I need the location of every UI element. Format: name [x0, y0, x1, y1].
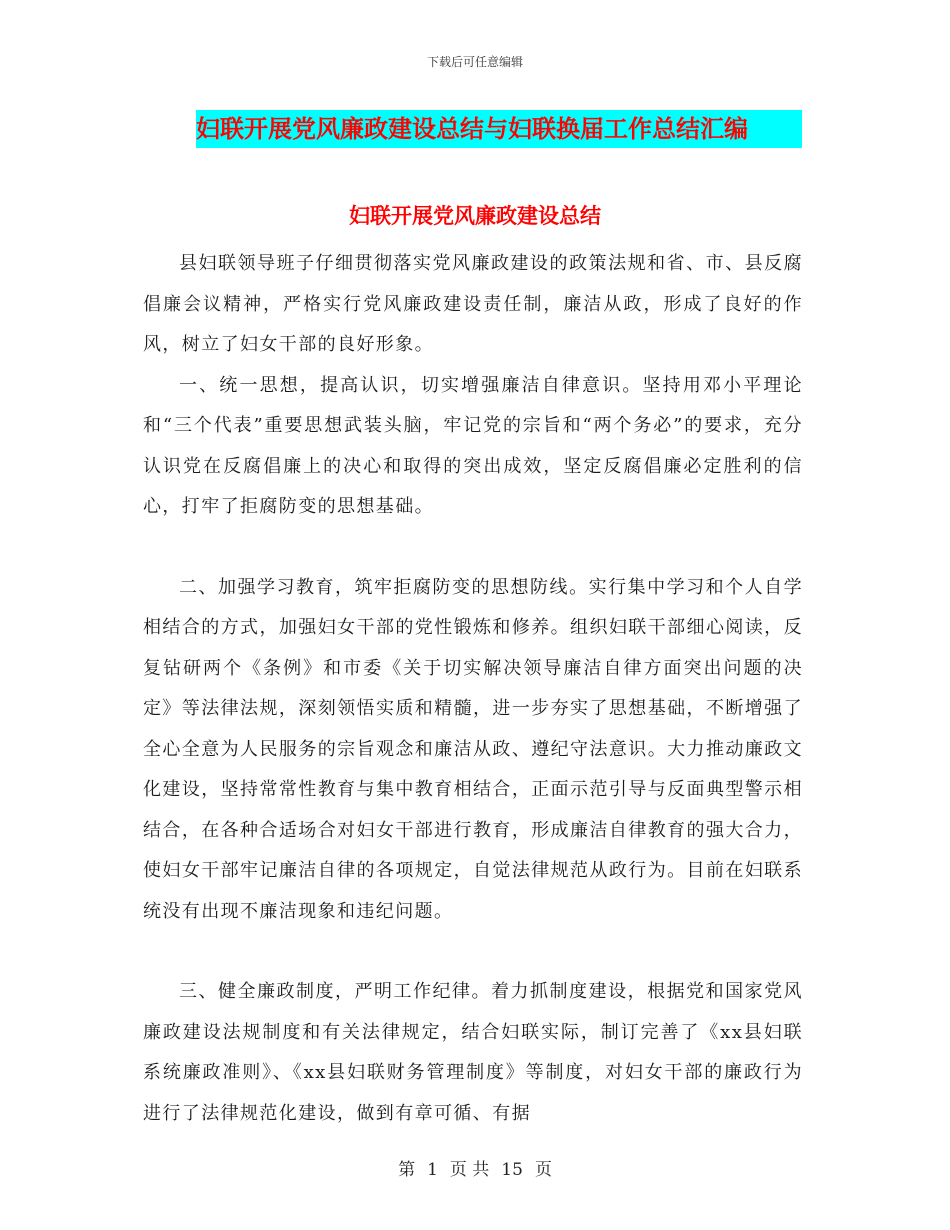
footer-total-pages: 15 [501, 1160, 523, 1180]
main-title: 妇联开展党风廉政建设总结与妇联换届工作总结汇编 [196, 115, 748, 143]
main-title-highlight [196, 110, 802, 148]
footer-page-number: 1 [427, 1160, 438, 1180]
paragraph-intro: 县妇联领导班子仔细贯彻落实党风廉政建设的政策法规和省、市、县反腐倡廉会议精神，严格实行党风廉政建设责任制，廉洁从政，形成了良好的作风，树立了妇女干部的良好形象。 [143, 253, 803, 355]
paragraph-section-1: 一、统一思想，提高认识，切实增强廉洁自律意识。坚持用邓小平理论和“三个代表”重要思想武装头脑，牢记党的宗旨和“两个务必”的要求，充分认识党在反腐倡廉上的决心和取得的突出成效，坚定反腐倡廉必定胜利的信心，打牢了拒腐防变的思想基础。 [143, 374, 803, 517]
footer-suffix: 页 [534, 1160, 552, 1180]
paragraph-section-3: 三、健全廉政制度，严明工作纪律。着力抓制度建设，根据党和国家党风廉政建设法规制度和有关法律规定，结合妇联实际，制订完善了《xx县妇联系统廉政准则》、《xx县妇联财务管理制度》等制度，对妇女干部的廉政行为进行了法律规范化建设，做到有章可循、有据 [143, 981, 803, 1124]
document-body [143, 244, 803, 1134]
paragraph-section-2: 二、加强学习教育，筑牢拒腐防变的思想防线。实行集中学习和个人自学相结合的方式，加强妇女干部的党性锻炼和修养。组织妇联干部细心阅读，反复钻研两个《条例》和市委《关于切实解决领导廉洁自律方面突出问题的决定》等法律法规，深刻领悟实质和精髓，进一步夯实了思想基础，不断增强了全心全意为人民服务的宗旨观念和廉洁从政、遵纪守法意识。大力推动廉政文化建设，坚持常常性教育与集中教育相结合，正面示范引导与反面典型警示相结合，在各种合适场合对妇女干部进行教育，形成廉洁自律教育的强大合力，使妇女干部牢记廉洁自律的各项规定，自觉法律规范从政行为。目前在妇联系统没有出现不廉洁现象和违纪问题。 [143, 576, 803, 922]
page-footer [0, 1155, 950, 1180]
footer-prefix: 第 [398, 1160, 416, 1180]
footer-mid: 页 共 [449, 1160, 490, 1180]
section-title: 妇联开展党风廉政建设总结 [349, 204, 601, 228]
header-note: 下载后可任意编辑 [426, 55, 523, 69]
